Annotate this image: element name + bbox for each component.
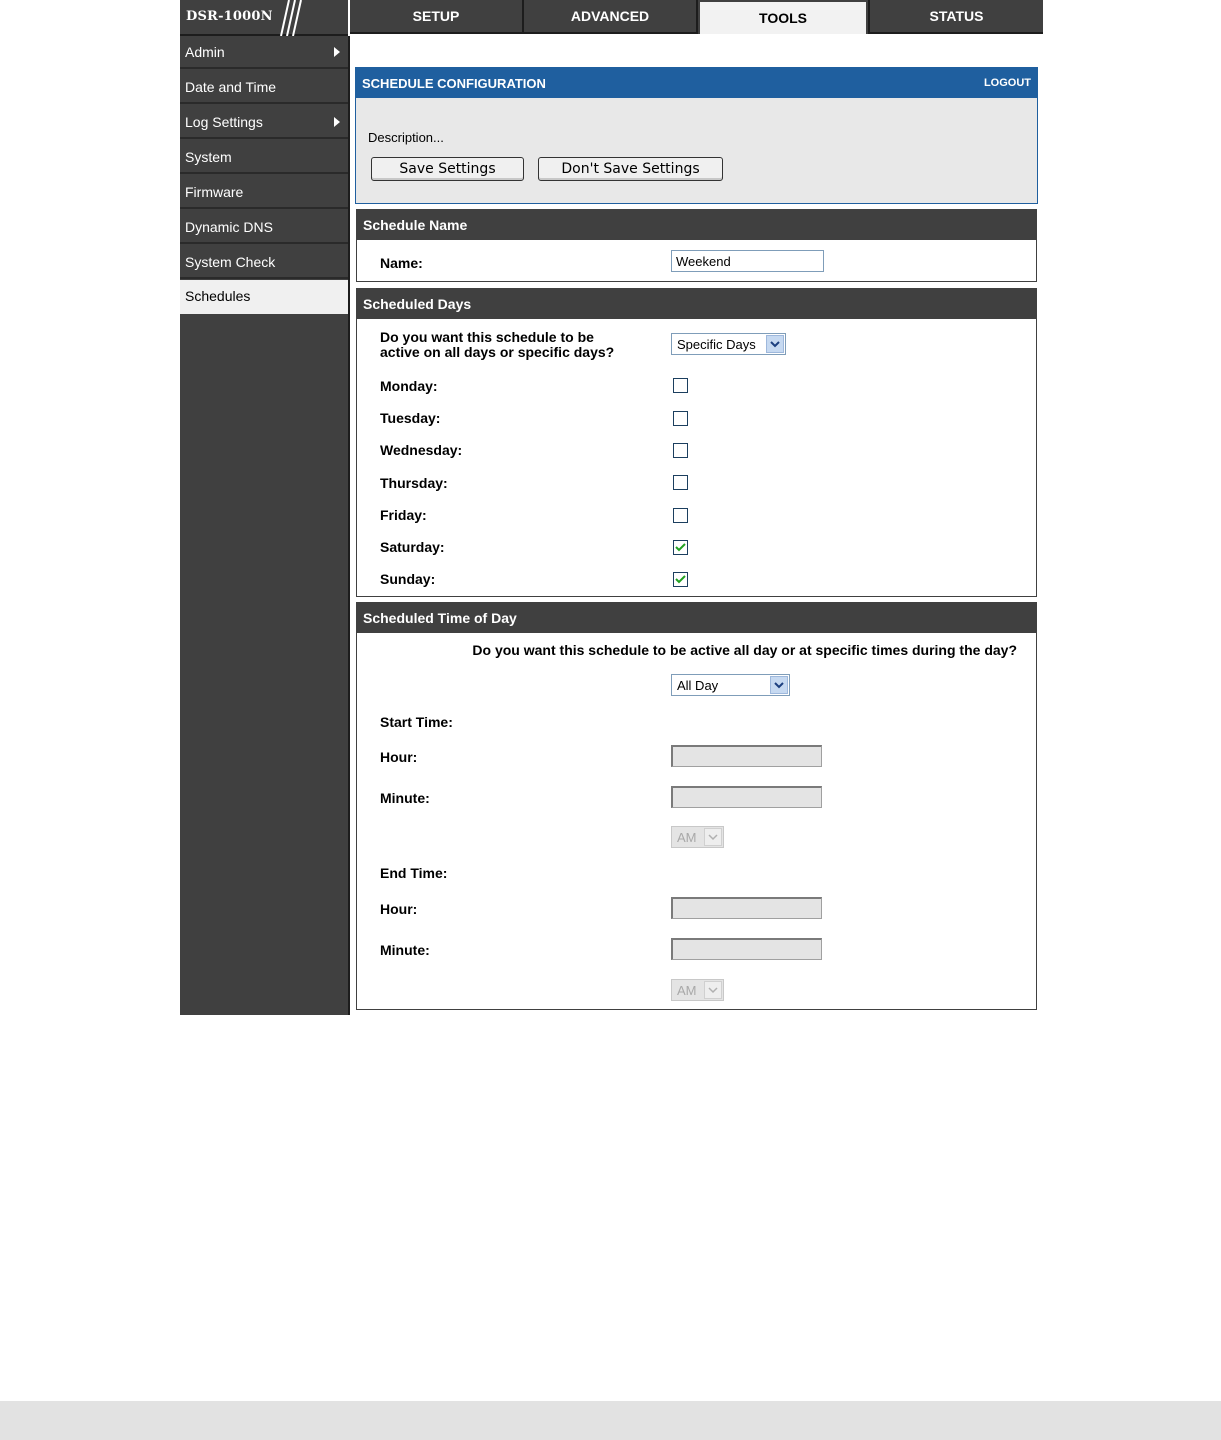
start-ampm-select[interactable] — [671, 826, 724, 848]
chevron-down-icon — [770, 676, 788, 694]
panel-header — [356, 68, 1037, 98]
sidebar-item-label: Schedules — [185, 288, 251, 304]
end-minute-input[interactable] — [671, 938, 822, 960]
start-hour-input[interactable] — [671, 745, 822, 767]
sidebar-item-label: Firmware — [185, 184, 244, 200]
panel-header: Scheduled Time of Day — [357, 603, 1036, 633]
sidebar-item-label: Date and Time — [185, 79, 277, 95]
end-ampm-select[interactable] — [671, 979, 724, 1001]
sidebar — [180, 36, 348, 1015]
time-question: Do you want this schedule to be active all day or at specific times during the day? — [472, 642, 1017, 658]
end-time-label: End Time: — [380, 865, 448, 881]
wednesday-checkbox[interactable] — [673, 443, 688, 458]
model-badge — [180, 0, 348, 36]
sidebar-item-log-settings[interactable] — [180, 106, 348, 139]
select-value: AM — [677, 830, 697, 845]
chevron-down-icon — [704, 981, 722, 999]
sidebar-item-label: Admin — [185, 44, 225, 60]
model-name: DSR-1000N — [186, 9, 273, 24]
tab-advanced[interactable]: ADVANCED — [524, 0, 696, 34]
schedule-configuration-panel — [355, 67, 1038, 204]
sidebar-item-date-and-time[interactable] — [180, 71, 348, 104]
sidebar-item-label: Log Settings — [185, 114, 263, 130]
days-question-line: Do you want this schedule to be — [380, 329, 594, 345]
sidebar-item-system[interactable] — [180, 141, 348, 174]
day-label-monday: Monday: — [380, 378, 438, 394]
sidebar-item-admin[interactable] — [180, 36, 348, 69]
sidebar-item-label: Dynamic DNS — [185, 219, 273, 235]
sidebar-divider — [348, 36, 350, 1015]
scheduled-days-panel — [356, 288, 1037, 597]
sidebar-item-label: System Check — [185, 254, 276, 270]
monday-checkbox[interactable] — [673, 378, 688, 393]
panel-header: Scheduled Days — [357, 289, 1036, 319]
start-time-label: Start Time: — [380, 714, 453, 730]
day-label-sunday: Sunday: — [380, 571, 436, 587]
days-question-line: active on all days or specific days? — [380, 344, 615, 360]
tab-tools[interactable]: TOOLS — [698, 0, 868, 34]
dont-save-settings-button[interactable]: Don't Save Settings — [538, 157, 723, 181]
sidebar-item-firmware[interactable] — [180, 176, 348, 209]
tuesday-checkbox[interactable] — [673, 411, 688, 426]
tab-setup[interactable]: SETUP — [350, 0, 522, 34]
sidebar-item-system-check[interactable] — [180, 246, 348, 279]
day-label-tuesday: Tuesday: — [380, 410, 441, 426]
select-value: Specific Days — [677, 337, 756, 352]
select-value: AM — [677, 983, 697, 998]
day-label-friday: Friday: — [380, 507, 427, 523]
day-label-saturday: Saturday: — [380, 539, 445, 555]
chevron-down-icon — [766, 335, 784, 353]
schedule-name-panel — [356, 209, 1037, 282]
triangle-right-icon — [334, 47, 340, 57]
checkmark-icon — [675, 575, 686, 584]
saturday-checkbox[interactable] — [673, 540, 688, 555]
end-hour-input[interactable] — [671, 897, 822, 919]
schedule-name-input[interactable] — [671, 250, 824, 272]
logout-link[interactable]: LOGOUT — [983, 77, 1031, 89]
sidebar-item-schedules[interactable] — [180, 280, 348, 314]
panel-header: Schedule Name — [357, 210, 1036, 240]
tab-status[interactable]: STATUS — [870, 0, 1043, 34]
save-settings-button[interactable]: Save Settings — [371, 157, 524, 181]
sidebar-item-dynamic-dns[interactable] — [180, 211, 348, 244]
days-mode-select[interactable] — [671, 333, 786, 355]
checkmark-icon — [675, 543, 686, 552]
start-hour-label: Hour: — [380, 749, 418, 765]
page-title: SCHEDULE CONFIGURATION — [362, 76, 546, 91]
name-label: Name: — [380, 255, 423, 271]
slash-logo-icon — [274, 0, 304, 36]
sidebar-item-label: System — [185, 149, 232, 165]
day-label-wednesday: Wednesday: — [380, 442, 463, 458]
triangle-right-icon — [334, 117, 340, 127]
select-value: All Day — [677, 678, 719, 693]
scheduled-time-panel — [356, 602, 1037, 1010]
chevron-down-icon — [704, 828, 722, 846]
day-label-thursday: Thursday: — [380, 475, 448, 491]
end-minute-label: Minute: — [380, 942, 430, 958]
start-minute-input[interactable] — [671, 786, 822, 808]
description-text: Description... — [368, 130, 444, 145]
time-mode-select[interactable] — [671, 674, 790, 696]
friday-checkbox[interactable] — [673, 508, 688, 523]
thursday-checkbox[interactable] — [673, 475, 688, 490]
end-hour-label: Hour: — [380, 901, 418, 917]
footer-bar — [0, 1401, 1221, 1440]
days-question — [380, 330, 614, 360]
sunday-checkbox[interactable] — [673, 572, 688, 587]
start-minute-label: Minute: — [380, 790, 430, 806]
